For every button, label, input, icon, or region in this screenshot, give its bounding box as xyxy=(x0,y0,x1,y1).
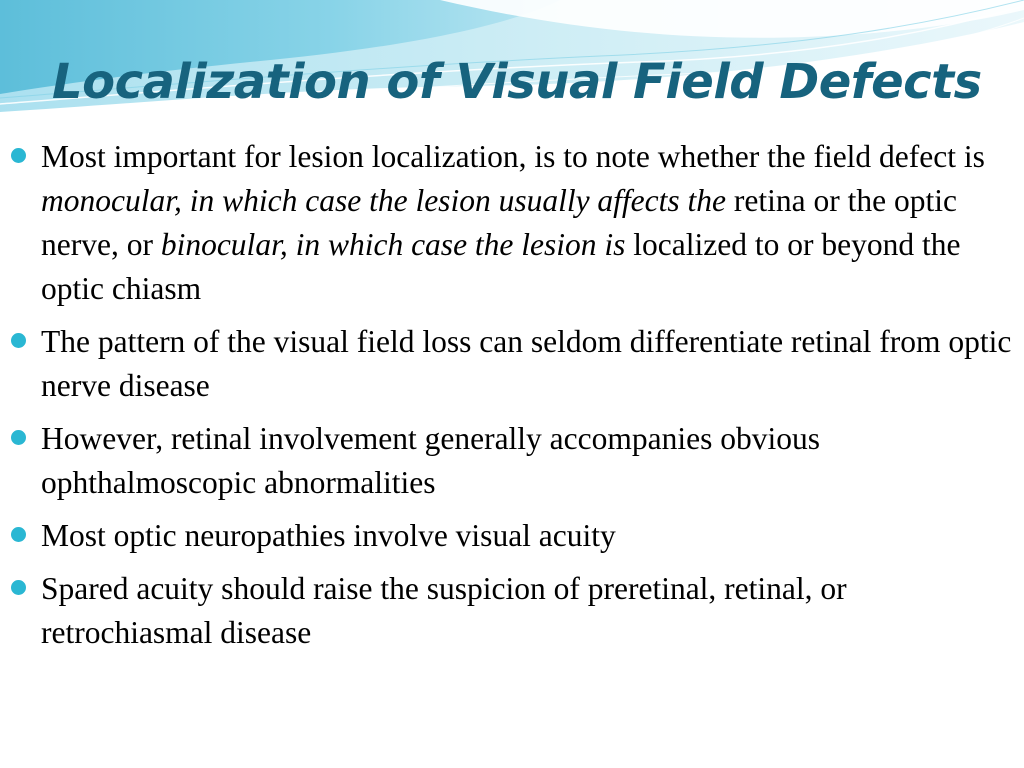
bullet-2-text: The pattern of the visual field loss can seldom differentiate retinal from optic nerve disease xyxy=(41,324,1012,403)
bullet-marker-icon xyxy=(11,333,26,348)
bullet-marker-icon xyxy=(11,148,26,163)
bullet-item-5 xyxy=(0,567,1024,655)
bullet-4-text: Most optic neuropathies involve visual acuity xyxy=(41,518,616,553)
bullet-item-4 xyxy=(0,514,1024,558)
bullet-item-1 xyxy=(0,135,1024,311)
bullet-3-text: However, retinal involvement generally accompanies obvious ophthalmoscopic abnormalities xyxy=(41,421,820,500)
bullet-5-text: Spared acuity should raise the suspicion of preretinal, retinal, or retrochiasmal disease xyxy=(41,571,847,650)
bullet-1-italic-a: monocular, in which case the lesion usually affects the xyxy=(41,183,727,218)
bullet-1-text-b: retina or the optic nerve, or xyxy=(41,183,957,262)
bullet-marker-icon xyxy=(11,527,26,542)
bullet-1-italic-b: binocular, in which case the lesion is xyxy=(160,227,626,262)
bullet-1-text-a: Most important for lesion localization, is to note whether the field defect is xyxy=(41,139,985,174)
slide-title: Localization of Visual Field Defects xyxy=(52,54,982,110)
bullet-marker-icon xyxy=(11,430,26,445)
bullet-1-text-c: localized to or beyond the optic chiasm xyxy=(41,227,961,306)
bullet-item-2 xyxy=(0,320,1024,408)
bullet-list xyxy=(0,135,1024,664)
bullet-item-3 xyxy=(0,417,1024,505)
bullet-marker-icon xyxy=(11,580,26,595)
